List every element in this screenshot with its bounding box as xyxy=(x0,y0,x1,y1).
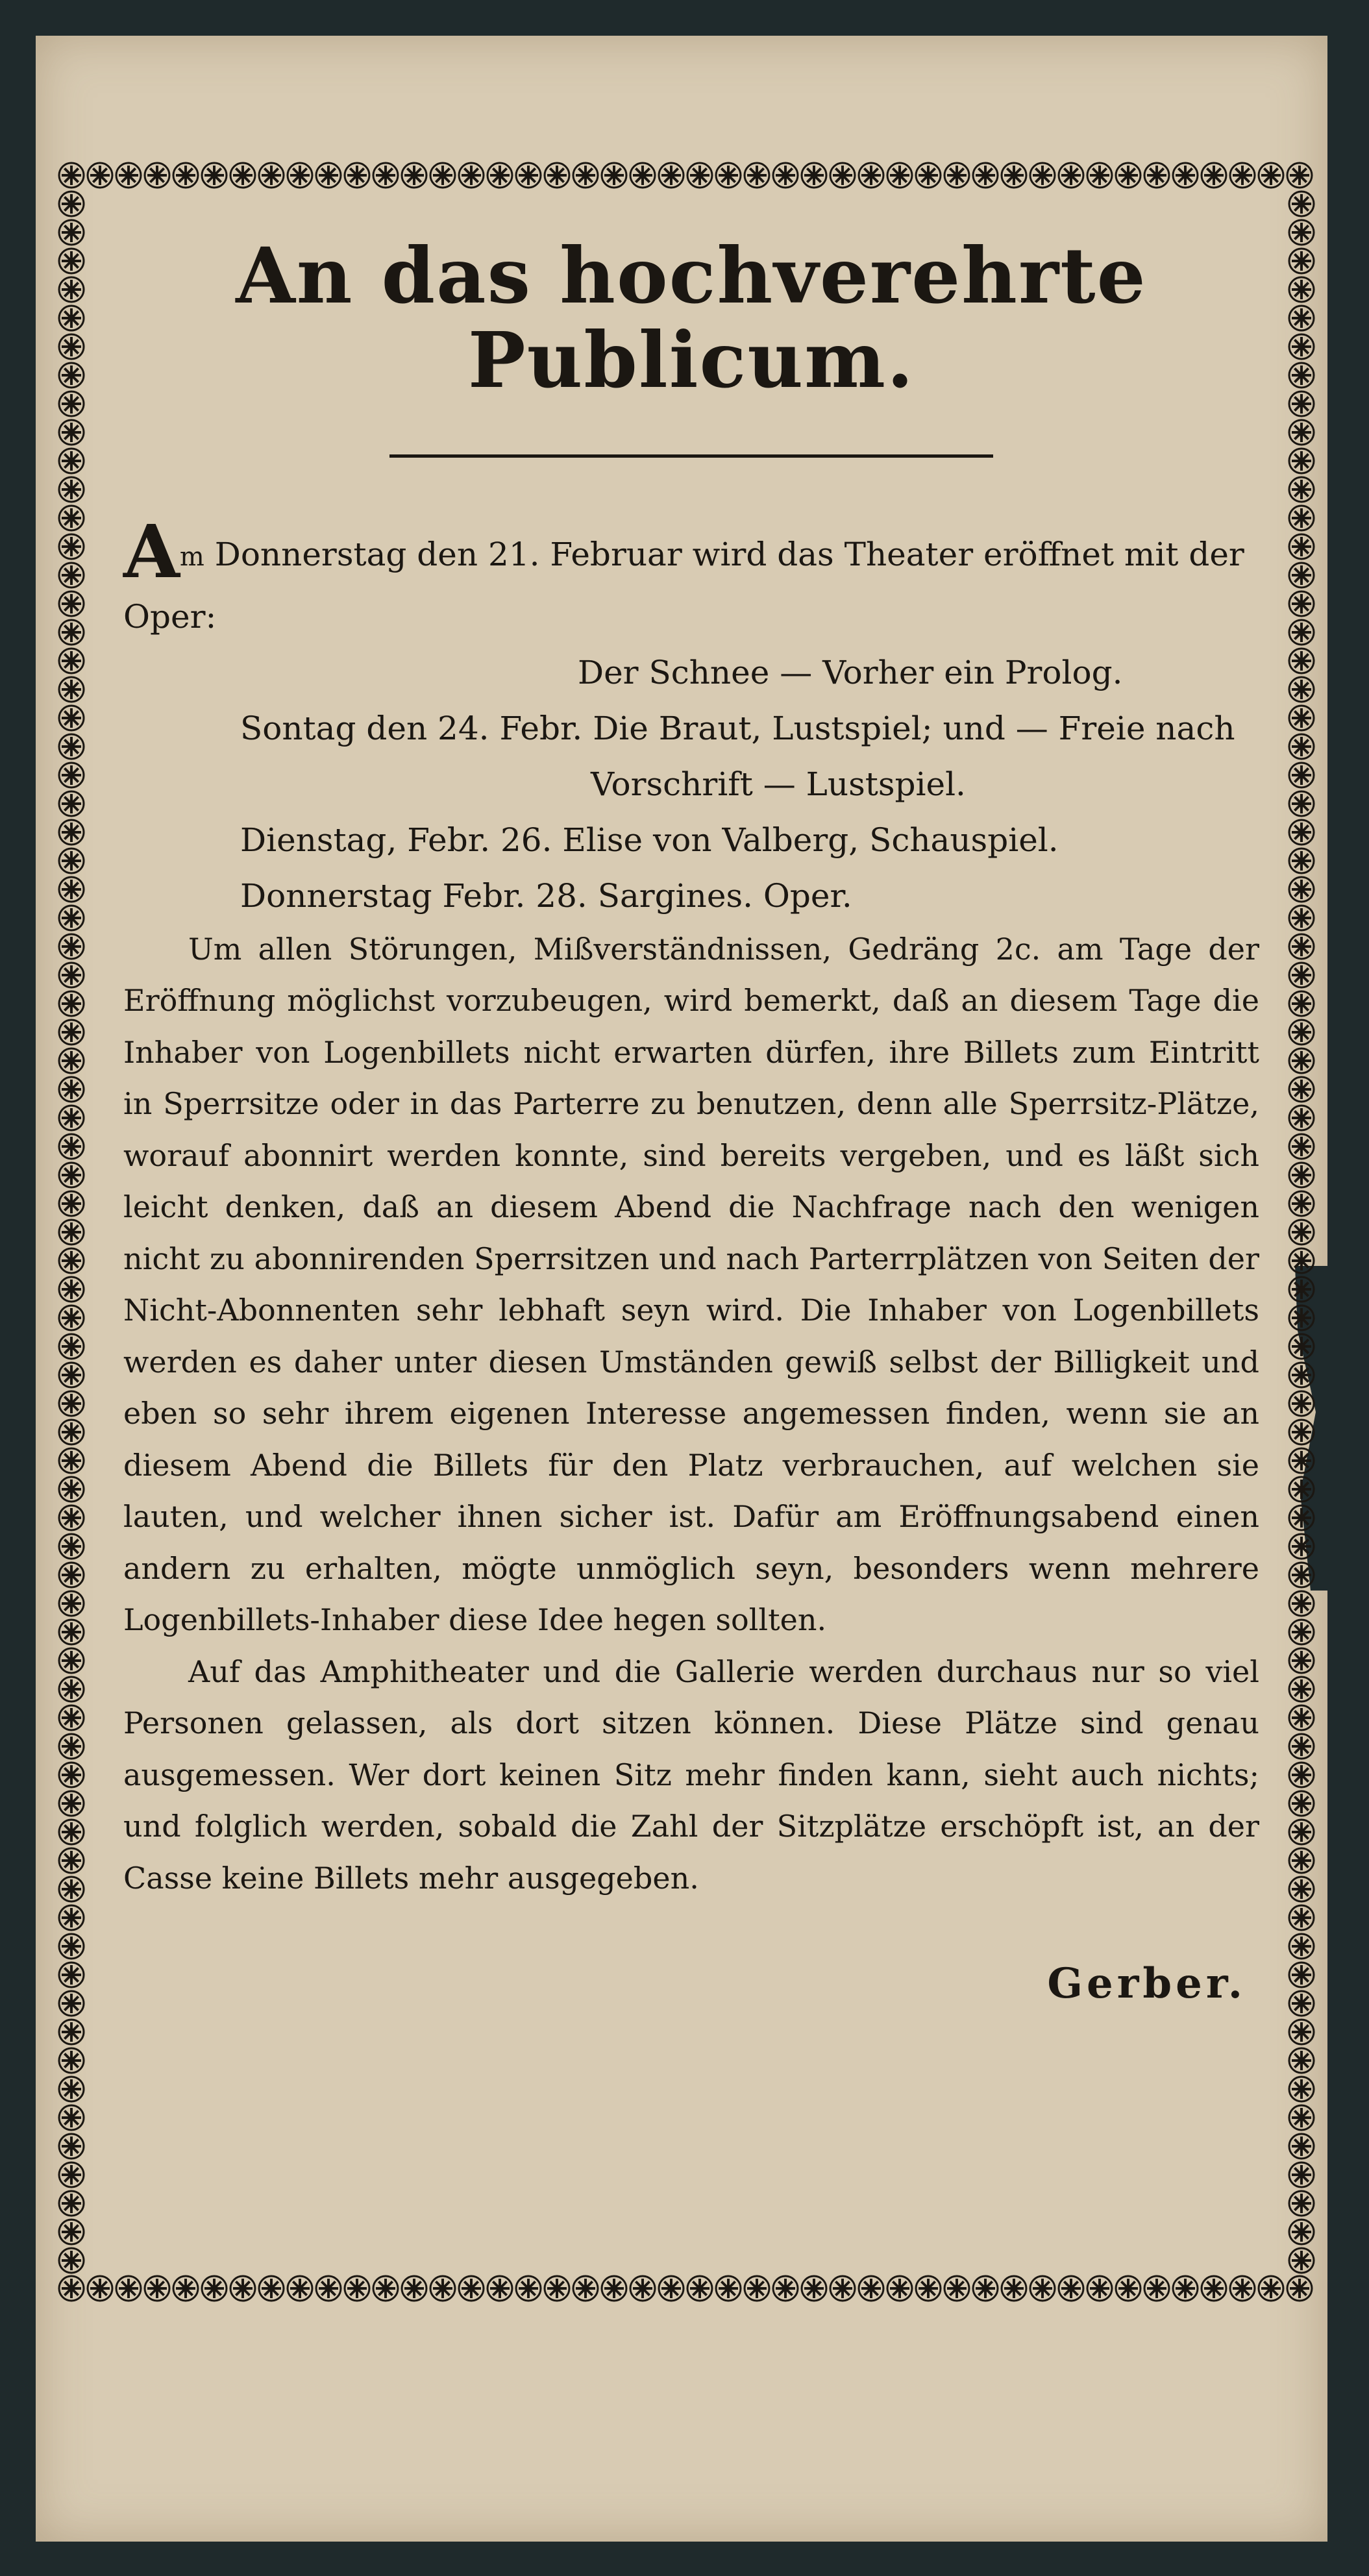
rosette-icon xyxy=(259,2276,284,2301)
rosette-icon xyxy=(1289,192,1314,216)
rosette-icon xyxy=(916,2276,941,2301)
rosette-icon xyxy=(1289,306,1314,330)
rosette-icon xyxy=(59,1905,84,1930)
program-line-1: Am Donnerstag den 21. Februar wird das Theater eröffnet mit der Oper: xyxy=(123,509,1244,636)
rosette-icon xyxy=(716,163,741,188)
rosette-icon xyxy=(1289,2134,1314,2159)
rosette-icon xyxy=(59,563,84,588)
rosette-icon xyxy=(145,163,169,188)
rosette-icon xyxy=(1173,163,1198,188)
rosette-icon xyxy=(59,1791,84,1816)
rosette-icon xyxy=(1289,1220,1314,1245)
rosette-icon xyxy=(59,534,84,559)
rosette-icon xyxy=(59,1134,84,1159)
rosette-icon xyxy=(1116,163,1141,188)
rosette-icon xyxy=(1289,706,1314,730)
rosette-icon xyxy=(1289,1620,1314,1644)
rosette-icon xyxy=(716,2276,741,2301)
rosette-icon xyxy=(59,306,84,330)
rosette-icon xyxy=(1289,1191,1314,1216)
rosette-icon xyxy=(1289,2105,1314,2130)
rosette-icon xyxy=(1289,420,1314,445)
rosette-icon xyxy=(1002,2276,1026,2301)
rosette-icon xyxy=(59,1763,84,1787)
rosette-icon xyxy=(1289,220,1314,245)
rosette-icon xyxy=(1030,163,1055,188)
rosette-icon xyxy=(487,163,512,188)
rosette-icon xyxy=(59,277,84,302)
rosette-icon xyxy=(1289,591,1314,616)
rosette-icon xyxy=(1289,2048,1314,2073)
rosette-icon xyxy=(1259,2276,1283,2301)
rosette-icon xyxy=(373,163,398,188)
program-line-6: Donnerstag Febr. 28. Sargines. Oper. xyxy=(240,876,852,915)
rosette-icon xyxy=(1289,1648,1314,1673)
rosette-icon xyxy=(59,1048,84,1073)
rosette-icon xyxy=(59,1963,84,1987)
rosette-icon xyxy=(59,620,84,645)
rosette-icon xyxy=(230,2276,255,2301)
rosette-icon xyxy=(59,791,84,816)
program-line-4: Vorschrift — Lustspiel. xyxy=(591,765,966,803)
rosette-icon xyxy=(630,163,655,188)
rosette-icon xyxy=(59,734,84,759)
rosette-icon xyxy=(573,163,598,188)
rosette-icon xyxy=(830,2276,855,2301)
title-rule xyxy=(389,454,993,458)
rosette-icon xyxy=(1289,1820,1314,1844)
rosette-icon xyxy=(1230,163,1255,188)
rosette-icon xyxy=(59,249,84,273)
rosette-icon xyxy=(459,163,484,188)
rosette-icon xyxy=(116,163,141,188)
rosette-icon xyxy=(59,1248,84,1273)
rosette-icon xyxy=(402,163,426,188)
rosette-icon xyxy=(1289,906,1314,930)
rosette-icon xyxy=(59,877,84,902)
rosette-icon xyxy=(59,1563,84,1587)
rosette-icon xyxy=(59,1220,84,1245)
rosette-icon xyxy=(459,2276,484,2301)
rosette-icon xyxy=(59,991,84,1016)
rosette-icon xyxy=(88,2276,112,2301)
rosette-icon xyxy=(1289,620,1314,645)
rosette-icon xyxy=(59,2048,84,2073)
rosette-icon xyxy=(1289,1277,1314,1302)
rosette-icon xyxy=(59,220,84,245)
rosette-icon xyxy=(630,2276,655,2301)
rosette-icon xyxy=(345,2276,369,2301)
rosette-icon xyxy=(59,2077,84,2101)
rosette-icon xyxy=(1030,2276,1055,2301)
rosette-icon xyxy=(59,1677,84,1702)
rosette-icon xyxy=(1289,1020,1314,1045)
signature: Gerber. xyxy=(1047,1959,1246,2009)
rosette-icon xyxy=(1202,2276,1226,2301)
rosette-icon xyxy=(802,163,826,188)
rosette-icon xyxy=(1289,1334,1314,1359)
rosette-icon xyxy=(59,1820,84,1844)
rosette-icon xyxy=(316,2276,341,2301)
rosette-icon xyxy=(202,2276,227,2301)
rosette-icon xyxy=(288,163,312,188)
rosette-icon xyxy=(1289,1420,1314,1444)
rosette-icon xyxy=(887,163,912,188)
rosette-icon xyxy=(973,163,998,188)
rosette-icon xyxy=(1289,2020,1314,2044)
rosette-icon xyxy=(1289,1477,1314,1502)
rosette-icon xyxy=(1289,763,1314,787)
rosette-icon xyxy=(59,1106,84,1130)
rosette-icon xyxy=(59,334,84,359)
rosette-icon xyxy=(88,163,112,188)
rosette-icon xyxy=(545,2276,569,2301)
rosette-icon xyxy=(1287,2276,1312,2301)
rosette-icon xyxy=(59,1477,84,1502)
program-line-3: Sontag den 24. Febr. Die Braut, Lustspiel; und — Freie nach xyxy=(240,709,1235,747)
rosette-icon xyxy=(59,1848,84,1873)
rosette-icon xyxy=(1002,163,1026,188)
rosette-icon xyxy=(1289,1248,1314,1273)
rosette-icon xyxy=(802,2276,826,2301)
rosette-icon xyxy=(1289,1934,1314,1959)
rosette-icon xyxy=(687,2276,712,2301)
rosette-icon xyxy=(1289,334,1314,359)
rosette-icon xyxy=(1289,2191,1314,2216)
rosette-icon xyxy=(59,2162,84,2187)
rosette-icon xyxy=(316,163,341,188)
rosette-icon xyxy=(1287,163,1312,188)
rosette-icon xyxy=(859,163,883,188)
rosette-icon xyxy=(59,2220,84,2244)
rosette-icon xyxy=(1259,163,1283,188)
rosette-icon xyxy=(59,1420,84,1444)
rosette-icon xyxy=(1289,1677,1314,1702)
rosette-icon xyxy=(59,1648,84,1673)
rosette-icon xyxy=(1289,1505,1314,1530)
rosette-icon xyxy=(59,363,84,388)
rosette-icon xyxy=(1289,1306,1314,1330)
rosette-icon xyxy=(59,1191,84,1216)
rosette-icon xyxy=(1289,1363,1314,1387)
drop-initial: A xyxy=(123,509,180,595)
rosette-icon xyxy=(1289,1763,1314,1787)
rosette-icon xyxy=(1289,563,1314,588)
rosette-icon xyxy=(1289,534,1314,559)
poster-title: An das hochverehrte Publicum. xyxy=(236,230,1147,405)
rosette-icon xyxy=(1289,877,1314,902)
rosette-icon xyxy=(59,677,84,702)
rosette-icon xyxy=(1087,2276,1112,2301)
program-line-5: Dienstag, Febr. 26. Elise von Valberg, Schauspiel. xyxy=(240,821,1059,859)
rosette-icon xyxy=(59,1705,84,1730)
rosette-icon xyxy=(1289,1106,1314,1130)
rosette-icon xyxy=(59,963,84,987)
rosette-icon xyxy=(59,1620,84,1644)
rosette-icon xyxy=(1289,2220,1314,2244)
rosette-icon xyxy=(1289,1563,1314,1587)
rosette-icon xyxy=(259,163,284,188)
rosette-icon xyxy=(59,1391,84,1416)
poster-content xyxy=(123,195,1259,2008)
rosette-icon xyxy=(59,1334,84,1359)
rosette-icon xyxy=(373,2276,398,2301)
rosette-icon xyxy=(59,848,84,873)
rosette-icon xyxy=(1289,1448,1314,1473)
rosette-icon xyxy=(59,763,84,787)
rosette-icon xyxy=(830,163,855,188)
rosette-icon xyxy=(59,649,84,673)
rosette-icon xyxy=(430,163,455,188)
rosette-icon xyxy=(1289,820,1314,845)
rosette-icon xyxy=(1289,1991,1314,2016)
rosette-icon xyxy=(59,1934,84,1959)
rosette-icon xyxy=(59,906,84,930)
rosette-icon xyxy=(602,2276,626,2301)
rosette-icon xyxy=(1289,363,1314,388)
rosette-icon xyxy=(59,2191,84,2216)
rosette-icon xyxy=(202,163,227,188)
rosette-icon xyxy=(59,2134,84,2159)
rosette-icon xyxy=(487,2276,512,2301)
rosette-icon xyxy=(1289,1877,1314,1901)
rosette-icon xyxy=(1289,1048,1314,1073)
rosette-icon xyxy=(1289,2162,1314,2187)
rosette-icon xyxy=(59,2248,84,2273)
rosette-icon xyxy=(1202,163,1226,188)
rosette-icon xyxy=(1289,1077,1314,1102)
rosette-icon xyxy=(59,2276,84,2301)
rosette-icon xyxy=(1289,1705,1314,1730)
notice-paragraph-2: Auf das Amphitheater und die Gallerie werden durchaus nur so viel Personen gelassen, als dort sitzen können. Diese Plätze sind genau ausgemessen. Wer dort keinen Sitz mehr finden kann, sieht auch nichts; und folglich werden, sobald die Zahl der Sitzplätze erschöpft ist, an der Casse keine Billets mehr ausgegeben. xyxy=(123,1653,1259,1896)
rosette-icon xyxy=(59,706,84,730)
notice-body xyxy=(123,924,1259,1905)
rosette-icon xyxy=(1289,1791,1314,1816)
rosette-icon xyxy=(773,163,798,188)
rosette-icon xyxy=(773,2276,798,2301)
rosette-icon xyxy=(59,591,84,616)
rosette-icon xyxy=(1289,477,1314,502)
rosette-icon xyxy=(1289,391,1314,416)
rosette-icon xyxy=(1059,163,1083,188)
rosette-icon xyxy=(1059,2276,1083,2301)
rosette-icon xyxy=(1289,1963,1314,1987)
rosette-icon xyxy=(859,2276,883,2301)
rosette-icon xyxy=(1144,2276,1169,2301)
rosette-icon xyxy=(1289,963,1314,987)
rosette-icon xyxy=(173,2276,198,2301)
rosette-icon xyxy=(59,1306,84,1330)
rosette-icon xyxy=(1087,163,1112,188)
rosette-icon xyxy=(116,2276,141,2301)
rosette-icon xyxy=(545,163,569,188)
rosette-icon xyxy=(1289,991,1314,1016)
rosette-icon xyxy=(745,2276,769,2301)
rosette-icon xyxy=(602,163,626,188)
rosette-icon xyxy=(1289,1534,1314,1559)
rosette-icon xyxy=(402,2276,426,2301)
rosette-icon xyxy=(1289,934,1314,959)
rosette-icon xyxy=(59,420,84,445)
rosette-icon xyxy=(1289,734,1314,759)
rosette-icon xyxy=(1144,163,1169,188)
rosette-icon xyxy=(516,2276,541,2301)
rosette-icon xyxy=(1289,1134,1314,1159)
rosette-icon xyxy=(745,163,769,188)
rosette-icon xyxy=(1289,649,1314,673)
rosette-icon xyxy=(1289,677,1314,702)
rosette-icon xyxy=(1289,1163,1314,1187)
rosette-icon xyxy=(659,2276,684,2301)
rosette-icon xyxy=(59,163,84,188)
rosette-icon xyxy=(1289,1734,1314,1759)
rosette-icon xyxy=(145,2276,169,2301)
rosette-icon xyxy=(1289,1905,1314,1930)
rosette-icon xyxy=(59,1448,84,1473)
rosette-icon xyxy=(1116,2276,1141,2301)
rosette-icon xyxy=(59,1505,84,1530)
rosette-icon xyxy=(687,163,712,188)
program-listing xyxy=(123,509,1259,924)
rosette-icon xyxy=(1289,1591,1314,1616)
rosette-icon xyxy=(1289,506,1314,530)
rosette-icon xyxy=(1289,2077,1314,2101)
rosette-icon xyxy=(59,391,84,416)
rosette-icon xyxy=(230,163,255,188)
rosette-icon xyxy=(59,1020,84,1045)
rosette-icon xyxy=(59,1877,84,1901)
rosette-icon xyxy=(173,163,198,188)
program-line-2: Der Schnee — Vorher ein Prolog. xyxy=(578,653,1123,691)
rosette-icon xyxy=(59,506,84,530)
rosette-icon xyxy=(573,2276,598,2301)
rosette-icon xyxy=(944,2276,969,2301)
rosette-icon xyxy=(1289,249,1314,273)
rosette-icon xyxy=(59,1077,84,1102)
rosette-icon xyxy=(59,820,84,845)
rosette-icon xyxy=(887,2276,912,2301)
rosette-icon xyxy=(59,2020,84,2044)
rosette-icon xyxy=(59,192,84,216)
rosette-icon xyxy=(345,163,369,188)
rosette-icon xyxy=(59,1591,84,1616)
rosette-icon xyxy=(1173,2276,1198,2301)
rosette-icon xyxy=(59,449,84,473)
rosette-icon xyxy=(59,1277,84,1302)
rosette-icon xyxy=(59,1163,84,1187)
rosette-icon xyxy=(59,1734,84,1759)
rosette-icon xyxy=(1289,791,1314,816)
rosette-icon xyxy=(59,477,84,502)
rosette-icon xyxy=(430,2276,455,2301)
rosette-icon xyxy=(1289,449,1314,473)
rosette-icon xyxy=(1289,1848,1314,1873)
notice-paragraph-1: Um allen Störungen, Mißverständnissen, Gedräng 2c. am Tage der Eröffnung möglichst vorzubeugen, wird bemerkt, daß an diesem Tage die Inhaber von Logenbillets nicht erwarten dürfen, ihre Billets zum Eintritt in Sperrsitze oder in das Parterre zu benutzen, denn alle Sperrsitz-Plätze, worauf abonnirt werden konnte, sind bereits vergeben, und es läßt sich leicht denken, daß an diesem Abend die Nachfrage nach den wenigen nicht zu abonnirenden Sperrsitzen und nach Parterrplätzen von Seiten der Nicht-Abonnenten sehr lebhaft seyn wird. Die Inhaber von Logenbillets werden es daher unter diesen Umständen gewiß selbst der Billigkeit und eben so sehr ihrem eigenen Interesse angemessen finden, wenn sie an diesem Abend die Billets für den Platz verbrauchen, auf welchen sie lauten, und welcher ihnen sicher ist. Dafür am Eröffnungsabend einen andern zu erhalten, mögte unmöglich seyn, besonders wenn mehrere Logenbillets-Inhaber diese Idee hegen sollten. xyxy=(123,931,1259,1638)
rosette-icon xyxy=(1289,848,1314,873)
rosette-icon xyxy=(973,2276,998,2301)
rosette-icon xyxy=(1289,1391,1314,1416)
rosette-icon xyxy=(59,934,84,959)
rosette-icon xyxy=(516,163,541,188)
rosette-icon xyxy=(659,163,684,188)
rosette-icon xyxy=(944,163,969,188)
rosette-icon xyxy=(1230,2276,1255,2301)
rosette-icon xyxy=(59,1363,84,1387)
rosette-icon xyxy=(59,1534,84,1559)
rosette-icon xyxy=(916,163,941,188)
rosette-icon xyxy=(1289,2248,1314,2273)
rosette-icon xyxy=(59,2105,84,2130)
rosette-icon xyxy=(59,1991,84,2016)
rosette-icon xyxy=(1289,277,1314,302)
rosette-icon xyxy=(288,2276,312,2301)
